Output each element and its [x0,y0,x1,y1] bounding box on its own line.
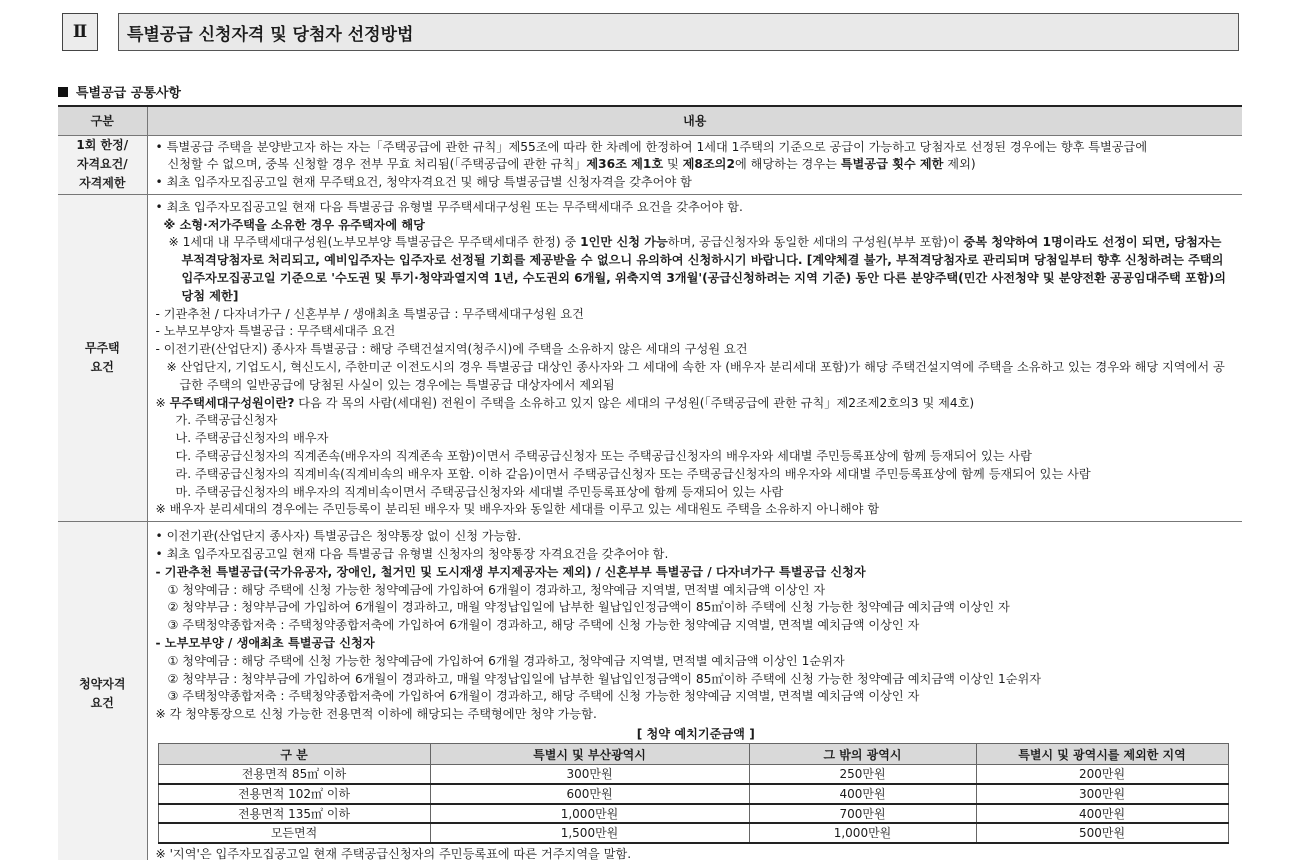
deposit-table [158,743,1229,844]
row-content-subscription: • 이전기관(산업단지 종사자) 특별공급은 청약통장 없이 신청 가능함. • 최초 입주자모집공고일 현재 다음 특별공급 유형별 신청자의 청약통장 자격요건을 갖추어야 함. - 기관추천 특별공급(국가유공자, 장애인, 철거민 및 도시재생 부지제공자는 제외) / 신혼부부 특별공급 / 다자녀가구 특별공급 신청자 ① 청약예금 : 해당 주택에 신청 가능한 청약예금에 가입하여 6개월이 경과하고, 청약예금 지역별, 면적별 예치금액 이상인 자 ② 청약부금 : 청약부금에 가입하여 6개월이 경과하고, 매월 약정납입일에 납부한 월납입인정금액이 85㎡이하 주택에 신청 가능한 청약예금 예치금액 이상인 자 ③ 주택청약종합저축 : 주택청약종합저축에 가입하여 6개월이 경과하고, 해당 주택에 신청 가능한 청약예금 지역별, 면적별 예치금액 이상인 자 - 노부모부양 / 생애최초 특별공급 신청자 ① 청약예금 : 해당 주택에 신청 가능한 청약예금에 가입하여 6개월 경과하고, 청약예금 지역별, 면적별 예치금액 이상인 1순위자 ② 청약부금 : 청약부금에 가입하여 6개월이 경과하고, 매월 약정납입일에 납부한 월납입인정금액이 85㎡이하 주택에 신청 가능한 청약예금 예치금액 이상인 1순위자 ③ 주택청약종합저축 : 주택청약종합저축에 가입하여 6개월이 경과하고, 해당 주택에 신청 가능한 청약예금 지역별, 면적별 예치금액 이상인 자 ※ 각 청약통장으로 신청 가능한 전용면적 이하에 해당되는 주택형에만 청약 가능함. [ 청약 예치기준금액 ] 구 분 특별시 및 부산광역시 그 밖의 광역시 특별시 및 광역시를 제외한 지역 전용면적 85㎡ 이하 300만원 250만원 200만원 전용면적 102㎡ 이하 600만원 400만원 300만원 전용면적 135㎡ 이하 1,000만원 700만원 400만원 모든면적 1,500만원 1,000만원 500만원 ※ '지역'은 입주자모집공고일 현재 주택공급신청자의 주민등록표에 따른 거주지역을 말함. [147,522,1242,860]
deposit-row: 전용면적 85㎡ 이하 300만원 250만원 200만원 [158,765,1228,785]
section-header [62,13,1239,51]
square-bullet-icon [58,87,68,97]
deposit-row: 전용면적 135㎡ 이하 1,000만원 700만원 400만원 [158,804,1228,824]
page-title: 특별공급 신청자격 및 당첨자 선정방법 [118,13,1239,51]
deposit-header: 구 분 [158,744,430,765]
row-subscription [58,522,1242,860]
row-content-limit: • 특별공급 주택을 분양받고자 하는 자는「주택공급에 관한 규칙」제55조에 따라 한 차례에 한정하여 1세대 1주택의 기준으로 공급이 가능하고 당첨자로 선정된 경우에는 향후 특별공급에 신청할 수 없으며, 중복 신청할 경우 전부 무효 처리됨(「주택공급에 관한 규칙」제36조 제1호 및 제8조의2에 해당하는 경우는 특별공급 횟수 제한 제외) • 최초 입주자모집공고일 현재 무주택요건, 청약자격요건 및 해당 특별공급별 신청자격을 갖추어야 함 [147,135,1242,194]
row-content-homeless: • 최초 입주자모집공고일 현재 다음 특별공급 유형별 무주택세대구성원 또는 무주택세대주 요건을 갖추어야 함. ※ 소형·저가주택을 소유한 경우 유주택자에 해당 ※ 1세대 내 무주택세대구성원(노부모부양 특별공급은 무주택세대주 한정) 중 1인만 신청 가능하며, 공급신청자와 동일한 세대의 구성원(부부 포함)이 중복 청약하여 1명이라도 선정이 되면, 당첨자는 부적격당첨자로 처리되고, 예비입주자는 입주자로 선정될 기회를 제공받을 수 없으니 유의하여 신청하시기 바랍니다. [계약체결 불가, 부적격당첨자로 관리되며 당첨일부터 향후 신청하려는 주택의 입주자모집공고일 기준으로 '수도권 및 투기·청약과열지역 1년, 수도권외 6개월, 위축지역 3개월'(공급신청하려는 지역 기준) 동안 다른 분양주택(민간 사전청약 및 분양전환 공공임대주택 포함)의 당첨 제한] - 기관추천 / 다자녀가구 / 신혼부부 / 생애최초 특별공급 : 무주택세대구성원 요건 - 노부모부양자 특별공급 : 무주택세대주 요건 - 이전기관(산업단지) 종사자 특별공급 : 해당 주택건설지역(청주시)에 주택을 소유하지 않은 세대의 구성원 요건 ※ 산업단지, 기업도시, 혁신도시, 주한미군 이전도시의 경우 특별공급 대상인 종사자와 그 세대에 속한 자 (배우자 분리세대 포함)가 해당 주택건설지역에 주택을 소유하고 있는 경우와 해당 지역에서 공급한 주택의 일반공급에 당첨된 사실이 있는 경우에는 특별공급 대상자에서 제외됨 ※ 무주택세대구성원이란? 다음 각 목의 사람(세대원) 전원이 주택을 소유하고 있지 않은 세대의 구성원(「주택공급에 관한 규칙」제2조제2호의3 및 제4호) 가. 주택공급신청자 나. 주택공급신청자의 배우자 다. 주택공급신청자의 직계존속(배우자의 직계존속 포함)이면서 주택공급신청자 또는 주택공급신청자의 배우자와 세대별 주민등록표상에 함께 등재되어 있는 사람 라. 주택공급신청자의 직계비속(직계비속의 배우자 포함. 이하 같음)이면서 주택공급신청자 또는 주택공급신청자의 배우자와 세대별 주민등록표상에 함께 등재되어 있는 사람 마. 주택공급신청자의 배우자의 직계비속이면서 주택공급신청자와 세대별 주민등록표상에 함께 등재되어 있는 사람 ※ 배우자 분리세대의 경우에는 주민등록이 분리된 배우자 및 배우자와 동일한 세대를 이루고 있는 세대원도 주택을 소유하지 아니해야 함 [147,194,1242,521]
section-number: Ⅱ [62,13,98,51]
deposit-header: 그 밖의 광역시 [749,744,976,765]
row-label-subscription: 청약자격 요건 [58,522,147,860]
deposit-table-title: [ 청약 예치기준금액 ] [636,727,755,741]
row-label-homeless: 무주택 요건 [58,194,147,521]
row-label-limit: 1회 한정/ 자격요건/ 자격제한 [58,135,147,194]
row-homeless [58,194,1242,521]
region-note: ※ '지역'은 입주자모집공고일 현재 주택공급신청자의 주민등록표에 따른 거주지역을 말함. [155,846,632,860]
col-header-content: 내용 [147,106,1242,135]
deposit-row: 모든면적 1,500만원 1,000만원 500만원 [158,823,1228,843]
table-header-row [58,106,1242,135]
col-header-label: 구분 [58,106,147,135]
deposit-header: 특별시 및 부산광역시 [430,744,749,765]
subsection-title: 특별공급 공통사항 [58,82,181,101]
deposit-row: 전용면적 102㎡ 이하 600만원 400만원 300만원 [158,784,1228,804]
deposit-header: 특별시 및 광역시를 제외한 지역 [976,744,1228,765]
special-supply-table [58,105,1242,860]
row-limit [58,135,1242,194]
deposit-header-row [158,744,1228,765]
